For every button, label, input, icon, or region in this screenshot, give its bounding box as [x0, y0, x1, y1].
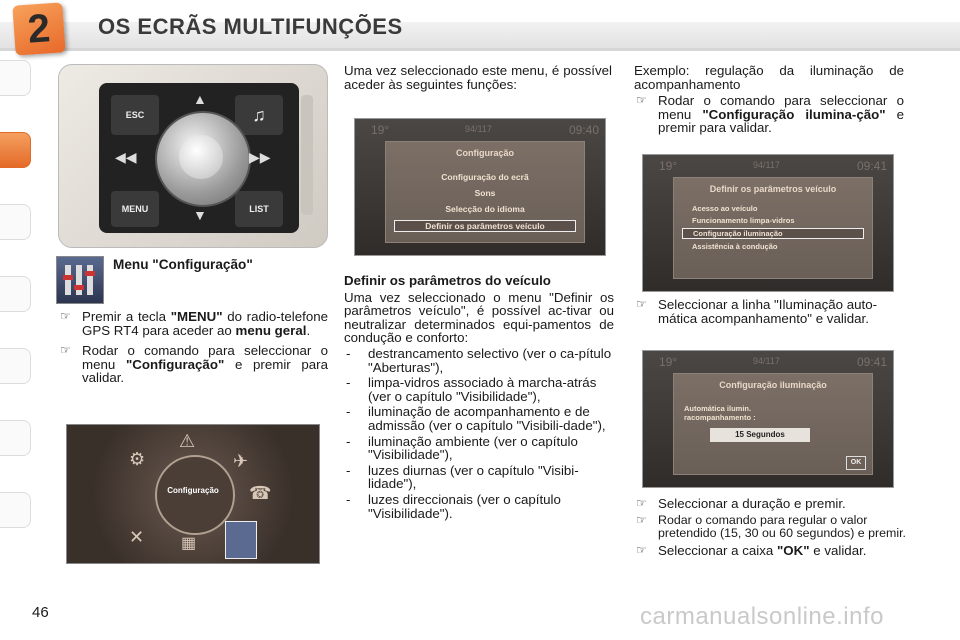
pointing-hand-icon: ☞ — [60, 309, 71, 323]
edge-tab-active — [0, 132, 31, 168]
radio-control-panel-image — [58, 64, 328, 248]
bullet-item: ☞ Rodar o comando para regular o valor pretendido (15, 30 ou 60 segundos) e premir. — [636, 512, 906, 540]
dash-item: - luzes diurnas (ver o capítulo "Visibi-lidade"), — [346, 462, 579, 492]
watermark: carmanualsonline.info — [640, 603, 884, 630]
menu-item: Assistência à condução — [692, 242, 778, 251]
list-button: LIST — [235, 191, 283, 227]
configuration-menu: Configuração Configuração do ecrã Sons Selecção do idioma Definir os parâmetros veículo — [385, 141, 585, 243]
chapter-edge-tabs — [0, 60, 36, 580]
wheel-center-label: Configuração — [167, 486, 219, 495]
dash-item: - iluminação de acompanhamento e de admissão (ver o capítulo "Visibili-dade"), — [346, 404, 606, 433]
pointing-hand-icon: ☞ — [636, 93, 647, 108]
bullet-item: ☞ Rodar o comando para seleccionar o menu "Configuração ilumina-ção" e premir para validar. — [636, 93, 904, 136]
pointing-hand-icon: ☞ — [60, 343, 71, 358]
document-icon: ▦ — [181, 535, 197, 552]
bullet-item: ☞ Seleccionar a linha "Iluminação auto-mática acompanhamento" e validar. — [636, 297, 878, 326]
pointing-hand-icon: ☞ — [636, 543, 647, 557]
pointing-hand-icon: ☞ — [636, 496, 647, 510]
configuration-wheel-image — [66, 424, 320, 564]
column-3-text — [634, 64, 904, 135]
warning-icon: ⚠ — [179, 431, 196, 451]
arrow-up-icon: ▲ — [193, 91, 207, 107]
edge-tab — [0, 276, 31, 312]
music-note-icon: ♫ — [235, 95, 283, 135]
menu-item: Selecção do idioma — [445, 204, 525, 214]
menu-button: MENU — [111, 191, 159, 227]
edge-tab — [0, 492, 31, 528]
configuration-screen — [354, 118, 606, 256]
section-body: Uma vez seleccionado o menu "Definir os parâmetros veículo", é possível ac-tivar ou neutralizar determinados equi-pamentos de condução e conforto: — [344, 289, 614, 346]
column-1-text — [58, 310, 328, 385]
arrow-down-icon: ▼ — [193, 207, 207, 223]
menu-item: Sons — [474, 188, 496, 198]
vehicle-settings-screen — [642, 154, 894, 292]
next-icon: ▶▶ — [249, 149, 271, 165]
bullet-item: ☞ Seleccionar a duração e premir. — [636, 496, 846, 511]
menu-item: Configuração do ecrã — [441, 172, 529, 182]
car-icon: ✈ — [233, 451, 249, 471]
lighting-settings-screen — [642, 350, 894, 488]
tools-icon: ⚙ — [129, 449, 146, 469]
chapter-tab — [12, 2, 65, 55]
configuration-menu-icon — [56, 256, 104, 304]
pointing-hand-icon: ☞ — [636, 297, 647, 311]
ok-box: OK — [846, 456, 866, 470]
menu-configuracao-heading: Menu "Configuração" — [113, 257, 253, 272]
edge-tab — [0, 348, 31, 384]
bullet-item: ☞ Premir a tecla "MENU" do radio-telefone GPS RT4 para aceder ao menu geral. — [60, 309, 328, 338]
column-3-bullet-2 — [634, 298, 904, 325]
lighting-settings-menu: Configuração iluminação Automática ilumin. racompanhamento : 15 Segundos OK — [673, 373, 873, 475]
bullet-item: ☞ Seleccionar a caixa "OK" e validar. — [636, 543, 867, 558]
pointing-hand-icon: ☞ — [636, 512, 647, 527]
section-heading: Definir os parâmetros do veículo — [344, 273, 551, 288]
column-2-text — [344, 64, 612, 91]
column-3-bullets-bottom — [634, 497, 906, 558]
vehicle-settings-menu: Definir os parâmetros veículo Acesso ao veículo Funcionamento limpa-vidros Configuração iluminação Assistência à condução — [673, 177, 873, 279]
status-bar: 19° 94/117 09:41 — [659, 159, 887, 173]
dash-item: - luzes direccionais (ver o capítulo "Visibilidade"). — [346, 491, 561, 521]
column-2-body — [344, 274, 614, 520]
value-box: 15 Segundos — [710, 428, 810, 442]
chapter-number: 2 — [26, 6, 52, 52]
setting-label: Automática ilumin. racompanhamento : — [684, 404, 756, 422]
esc-button: ESC — [111, 95, 159, 135]
dash-item: - limpa-vidros associado à marcha-atrás (ver o capítulo "Visibilidade"), — [346, 375, 597, 404]
intro-text: Uma vez seleccionado este menu, é possível aceder às seguintes funções: — [344, 63, 612, 92]
edge-tab — [0, 60, 31, 96]
page-title: OS ECRÃS MULTIFUNÇÕES — [98, 14, 403, 39]
phone-icon: ☎ — [249, 483, 272, 503]
wrench-icon: ✕ — [129, 527, 145, 547]
selected-config-icon — [225, 521, 257, 559]
example-text: Exemplo: regulação da iluminação de acompanhamento — [634, 63, 904, 92]
status-bar: 19° 94/117 09:41 — [659, 355, 887, 369]
menu-item-selected: Definir os parâmetros veículo — [394, 220, 576, 232]
dash-item: - iluminação ambiente (ver o capítulo "Visibilidade"), — [346, 433, 578, 463]
edge-tab — [0, 204, 31, 240]
bullet-item: ☞ Rodar o comando para seleccionar o menu "Configuração" e premir para validar. — [60, 343, 328, 386]
edge-tab — [0, 420, 31, 456]
status-bar: 19° 94/117 09:40 — [371, 123, 599, 137]
dash-item: - destrancamento selectivo (ver o ca-pítulo "Aberturas"), — [346, 345, 612, 375]
knob-center — [179, 135, 223, 179]
menu-item-selected: Configuração iluminação — [682, 228, 864, 239]
menu-item: Funcionamento limpa-vidros — [692, 216, 795, 225]
menu-item: Acesso ao veículo — [692, 204, 758, 213]
previous-icon: ◀◀ — [115, 149, 137, 165]
page-number: 46 — [32, 604, 49, 621]
